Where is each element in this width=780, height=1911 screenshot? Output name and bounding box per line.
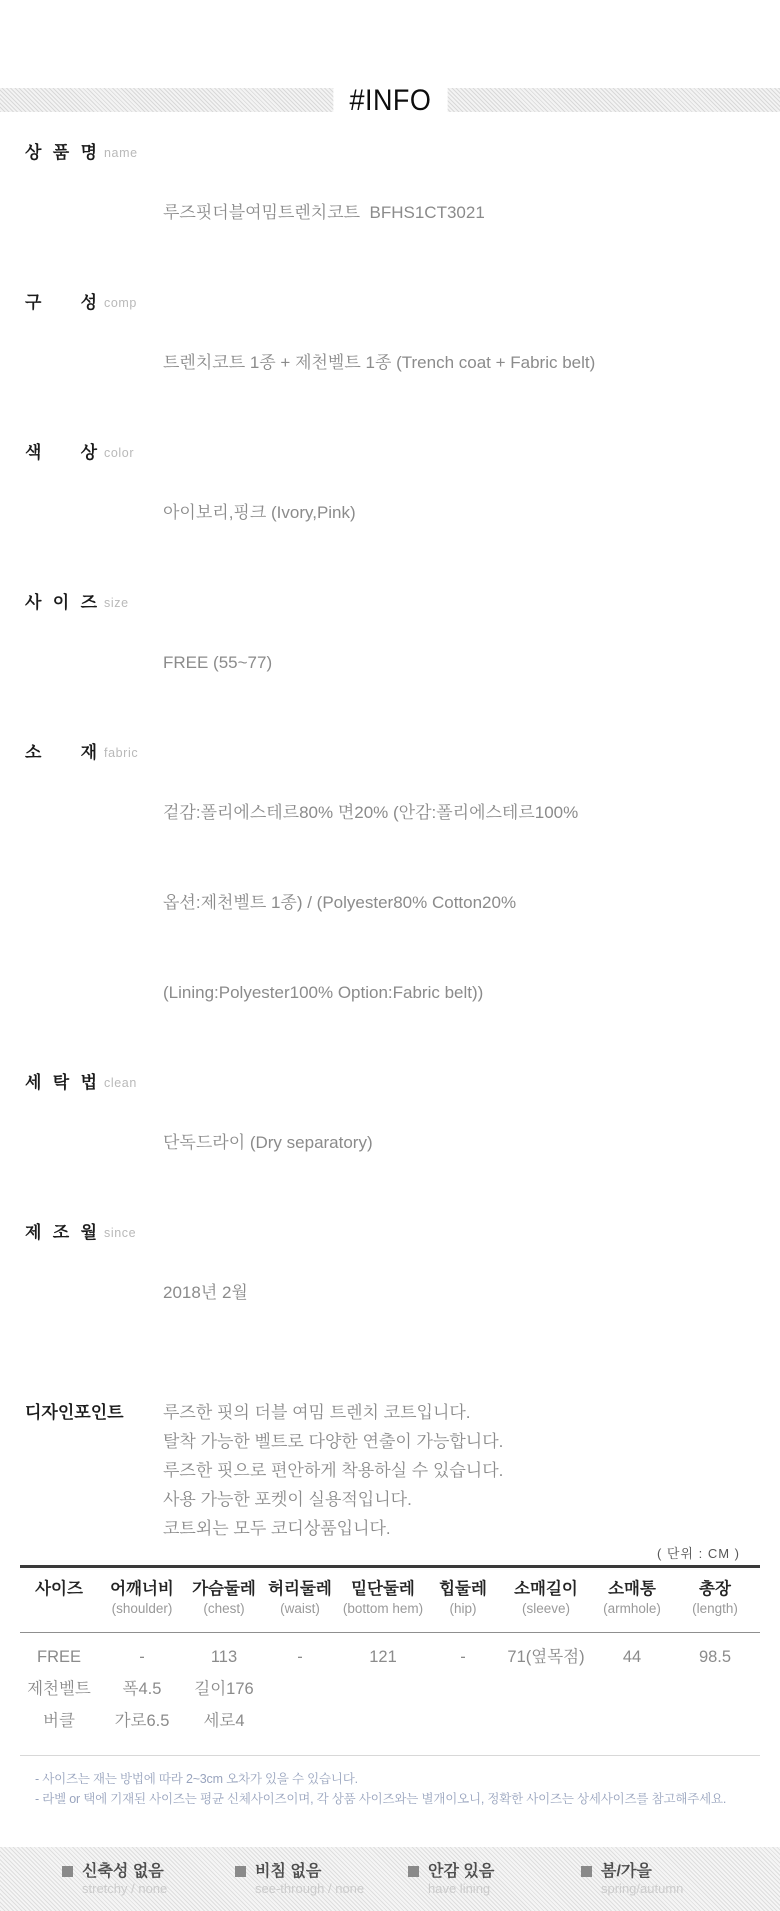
design-point-label: 디자인포인트: [25, 1403, 124, 1422]
col-header: 사이즈: [35, 1580, 83, 1598]
design-point-section: [25, 1398, 780, 1543]
info-label: 세 탁 법: [25, 1073, 97, 1092]
col-header: 소매길이: [514, 1580, 578, 1598]
feature-sublabel: see-through / none: [255, 1880, 365, 1896]
feature-stretch: [62, 1862, 235, 1897]
size-note-line: - 라벨 or 택에 기재된 사이즈는 평균 신체사이즈이며, 각 상품 사이즈와는 별개이오니, 정확한 사이즈는 상세사이즈를 참고해주세요.: [35, 1792, 727, 1806]
info-row-comp: [25, 288, 780, 438]
feature-season: [581, 1862, 754, 1897]
info-value: FREE (55~77): [163, 653, 273, 672]
size-table-header-row: 사이즈 어깨너비 (shoulder) 가슴둘레 (chest) 허리둘레 (waist) 밑단둘레 (bottom hem) 힙둘레 (hip) 소매길이 (sleeve) 소매통 (armhole) 총장 (length): [20, 1568, 760, 1633]
info-label: 사 이 즈: [25, 593, 97, 612]
size-table-wrap: [20, 1565, 760, 1756]
col-header: 허리둘레: [268, 1580, 332, 1598]
col-header: 밑단둘레: [351, 1580, 415, 1598]
feature-label: 안감 있음: [428, 1862, 495, 1880]
size-table: [20, 1568, 760, 1737]
feature-label: 비침 없음: [255, 1862, 322, 1880]
info-value: 루즈핏더블여밈트렌치코트 BFHS1CT3021: [163, 203, 485, 222]
info-label: 소 재: [25, 743, 97, 762]
page-title: #INFO: [333, 79, 447, 122]
col-header: 소매통: [608, 1580, 656, 1598]
table-row: FREE - 113 - 121 - 71(옆목점) 44 98.5: [36, 1648, 732, 1666]
bullet-square-icon: [581, 1866, 592, 1877]
table-row: 버클 가로6.5 세로4: [43, 1712, 245, 1730]
feature-sublabel: stretchy / none: [82, 1880, 168, 1896]
info-label: 상 품 명: [25, 143, 97, 162]
info-row-color: [25, 438, 780, 588]
bullet-square-icon: [235, 1866, 246, 1877]
col-header: 어깨너비: [110, 1580, 174, 1598]
info-row-since: [25, 1218, 780, 1368]
info-value: 아이보리,핑크 (Ivory,Pink): [163, 503, 356, 522]
info-row-size: [25, 588, 780, 738]
info-value: 2018년 2월: [163, 1283, 248, 1302]
feature-lining: [408, 1862, 581, 1897]
info-row-fabric: [25, 738, 780, 1068]
design-point-text: 루즈한 핏의 더블 여밈 트렌치 코트입니다. 탈착 가능한 벨트로 다양한 연출이 가능합니다. 루즈한 핏으로 편안하게 착용하실 수 있습니다. 사용 가능한 포켓이 실용적입니다. 코트외는 모두 코디상품입니다.: [163, 1403, 504, 1538]
info-sublabel: size: [104, 596, 129, 610]
info-row-name: [25, 138, 780, 288]
bullet-square-icon: [62, 1866, 73, 1877]
info-row-clean: [25, 1068, 780, 1218]
feature-see-through: [235, 1862, 408, 1897]
info-label: 제 조 월: [25, 1223, 97, 1242]
feature-band: [0, 1847, 780, 1911]
feature-sublabel: have lining: [428, 1880, 491, 1896]
info-sublabel: name: [104, 146, 138, 160]
col-header: 총장: [699, 1580, 731, 1598]
col-header: 힙둘레: [439, 1580, 487, 1598]
feature-label: 신축성 없음: [82, 1862, 164, 1880]
info-value: 트렌치코트 1종 + 제천벨트 1종 (Trench coat + Fabric belt): [163, 353, 596, 372]
info-label: 색 상: [25, 443, 97, 462]
info-sublabel: comp: [104, 296, 137, 310]
size-notes: [35, 1769, 780, 1809]
info-value: 겉감:폴리에스테르80% 면20% (안감:폴리에스테르100% 옵션:제천벨트 1종) / (Polyester80% Cotton20% (Lining:Polyester100% Option:Fabric belt)): [163, 803, 579, 1002]
info-sublabel: fabric: [104, 746, 139, 760]
info-sublabel: clean: [104, 1076, 137, 1090]
bullet-square-icon: [408, 1866, 419, 1877]
table-row: 제천벨트 폭4.5 길이176: [27, 1680, 254, 1698]
info-sublabel: color: [104, 446, 135, 460]
product-info-page: [0, 83, 780, 1896]
col-header: 가슴둘레: [192, 1580, 256, 1598]
info-value: 단독드라이 (Dry separatory): [163, 1133, 373, 1152]
product-info-section: [25, 138, 780, 1368]
size-note-line: - 사이즈는 재는 방법에 따라 2~3cm 오차가 있을 수 있습니다.: [35, 1772, 358, 1786]
unit-note: ( 단위 : CM ): [656, 1546, 740, 1561]
feature-sublabel: spring/autumn: [601, 1880, 684, 1896]
info-sublabel: since: [104, 1226, 137, 1240]
info-label: 구 성: [25, 293, 97, 312]
feature-label: 봄/가을: [601, 1862, 652, 1880]
title-hatch-band: [0, 83, 780, 117]
